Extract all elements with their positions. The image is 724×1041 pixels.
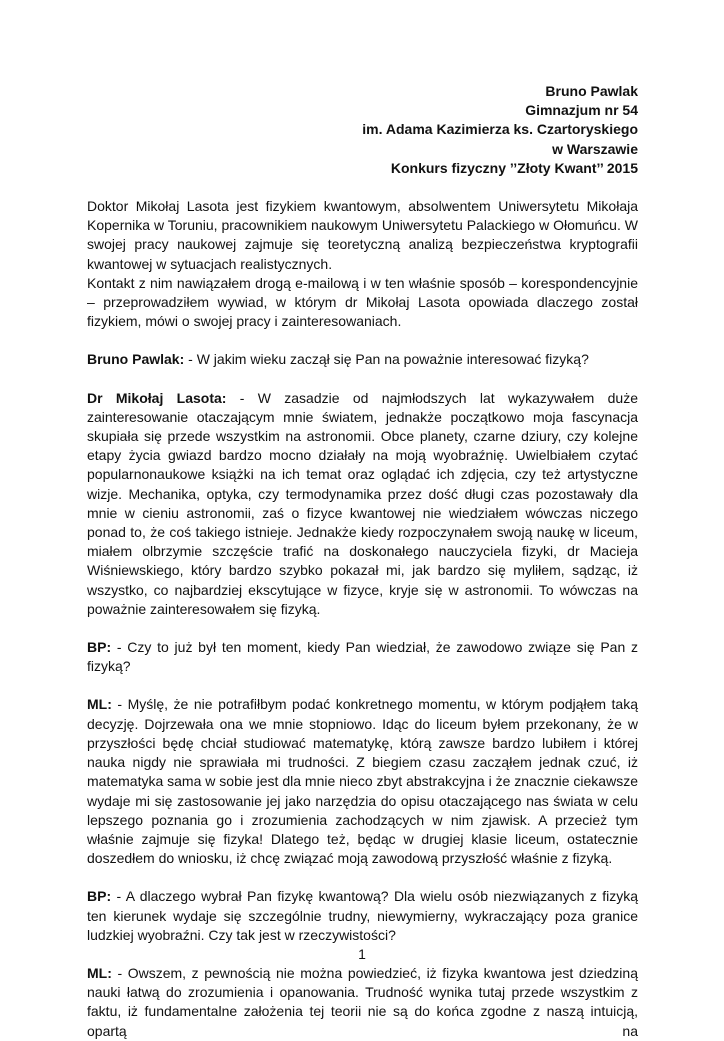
intro-paragraph: Doktor Mikołaj Lasota jest fizykiem kwantowym, absolwentem Uniwersytetu Mikołaja Kopernika w Toruniu, pracownikiem naukowym Uniwersytetu Palackiego w Ołomuńcu. W swojej pracy naukowej zajmuje się teoretyczną analizą bezpieczeństwa kryptografii kwantowej w sytuacjach realistycznych. — [87, 198, 638, 272]
author-name: Bruno Pawlak — [545, 83, 638, 99]
speaker-label: Dr Mikołaj Lasota: — [87, 389, 227, 406]
school-patron: im. Adama Kazimierza ks. Czartoryskiego — [362, 121, 638, 138]
document-page — [87, 82, 638, 1041]
question-text: - Czy to już był ten moment, kiedy Pan wiedział, że zawodowo związe się Pan z fizyką? — [87, 639, 638, 675]
intro-contact-paragraph: Kontakt z nim nawiązałem drogą e-mailową i w ten właśnie sposób – korespondencyjnie – przeprowadziłem wywiad, w którym dr Mikołaj Lasota opowiada dlaczego został fizykiem, mówi o swojej pracy i zainteresowaniach. — [87, 274, 638, 330]
speaker-label: ML: — [87, 696, 112, 713]
speaker-label: Bruno Pawlak: — [87, 351, 185, 368]
interview-question — [87, 887, 638, 945]
question-text: - A dlaczego wybrał Pan fizykę kwantową? Dla wielu osób niezwiązanych z fizyką ten kierunek wydaje się szczególnie trudny, niewymierny, wykraczający poza granice ludzkiej wyobraźni. Czy tak jest w rzeczywistości? — [87, 888, 638, 943]
answer-text: - W zasadzie od najmłodszych lat wykazywałem duże zainteresowanie otaczającym mnie światem, jednakże początkowo moja fascynacja skupiała się przede wszystkim na astronomii. Obce planety, czarne dziury, czy kolejne etapy życia gwiazd bardzo mocno działały na moją wyobraźnię. Uwielbiałem czytać popularnonaukowe książki na ich temat oraz oglądać ich zdjęcia, czy też artystyczne wizje. Mechanika, optyka, czy termodynamika przez dość długi czas pozostawały dla mnie w cieniu astronomii, zaś o fizyce kwantowej nie wiedziałem wówczas niczego ponad to, że coś takiego istnieje. Jednakże kiedy rozpoczynałem swoją naukę w liceum, miałem olbrzymie szczęście trafić na doskonałego nauczyciela fizyki, dr Macieja Wiśniewskiego, który bardzo szybko pokazał mi, jak bardzo się myliłem, sądząc, iż wszystko, co najbardziej ekscytujące w fizyce, kryje się w astronomii. To wówczas na poważnie zainteresowałem się fizyką. — [87, 389, 638, 617]
speaker-label: ML: — [87, 964, 112, 981]
answer-text: - Owszem, z pewnością nie można powiedzieć, iż fizyka kwantowa jest dziedziną nauki łatwą do zrozumienia i opanowania. Trudność wynika tutaj przede wszystkim z faktu, iż fundamentalne założenia tej teorii nie są do końca zgodne z naszą intuicją, opartą na — [87, 964, 638, 1039]
school-city: w Warszawie — [552, 140, 638, 157]
interview-question — [87, 638, 638, 676]
question-text: - W jakim wieku zaczął się Pan na poważnie interesować fizyką? — [184, 351, 589, 368]
speaker-label: BP: — [87, 888, 112, 905]
answer-text: - Myślę, że nie potrafiłbym podać konkretnego momentu, w którym podjąłem taką decyzję. Dojrzewała ona we mnie stopniowo. Idąc do liceum byłem przekonany, że w przyszłości będę chciał studiować matematykę, którą zawsze bardzo lubiłem i której nauka nigdy nie sprawiała mi trudności. Z biegiem czasu zacząłem jednak czuć, iż matematyka sama w sobie jest dla mnie nieco zbyt abstrakcyjna i że znacznie ciekawsze wydaje mi się zastosowanie jej jako narzędzia do opisu otaczającego nas świata w celu lepszego poznania go i zrozumienia zachodzących w nim zjawisk. A przecież tym właśnie zajmuje się fizyka! Dlatego też, będąc w drugiej klasie liceum, ostatecznie doszedłem do wniosku, iż chcę związać moją zawodową przyszłość właśnie z fizyką. — [87, 696, 638, 867]
contest-name: Konkurs fizyczny ’’Złoty Kwant’’ 2015 — [390, 159, 638, 176]
author-header — [87, 82, 638, 178]
interview-answer — [87, 695, 638, 868]
interview-answer — [87, 964, 638, 1041]
page-number: 1 — [358, 946, 366, 962]
speaker-label: BP: — [87, 639, 112, 656]
interview-question — [87, 350, 638, 369]
interview-answer — [87, 389, 638, 619]
school-name: Gimnazjum nr 54 — [525, 102, 638, 119]
